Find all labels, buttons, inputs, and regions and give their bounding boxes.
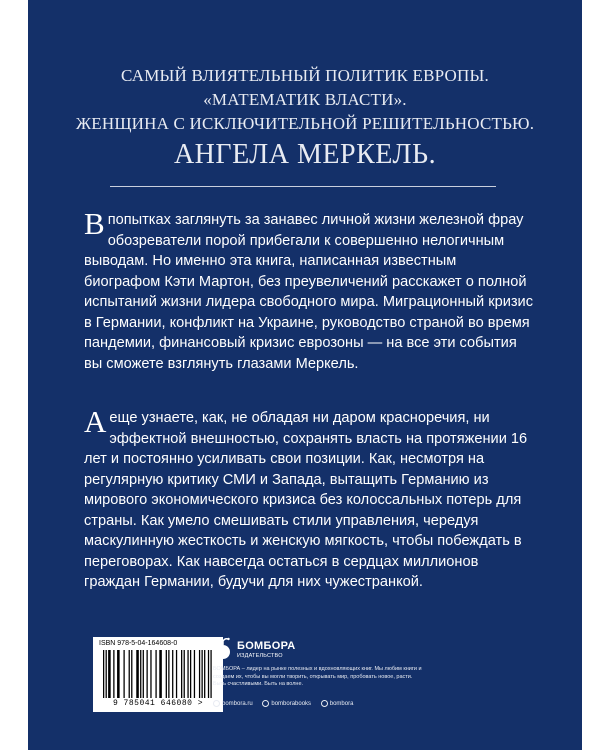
isbn-label: ISBN 978-5-04-164608-0: [99, 640, 178, 647]
publisher-description: БОМБОРА – лидер на рынке полезных и вдохновляющих книг. Мы любим книги и создаем их, чтобы вы могли творить, открывать мир, пробовать новое, расти. Быть счастливыми. Быть на волне.: [213, 666, 422, 687]
social-vk[interactable]: bomborabooks: [262, 701, 311, 707]
barcode-number: 9 785041 646080 >: [112, 699, 204, 708]
barcode-bars: [103, 650, 213, 698]
divider: [110, 186, 496, 187]
book-back-cover: [28, 0, 582, 750]
social-site[interactable]: bombora.ru: [213, 701, 253, 707]
social-links: [213, 700, 361, 707]
drop-cap: В: [84, 206, 105, 241]
blurb-paragraph-1: [84, 206, 534, 374]
tagline-line-1: САМЫЙ ВЛИЯТЕЛЬНЫЙ ПОЛИТИК ЕВРОПЫ.: [121, 66, 489, 85]
drop-cap: А: [84, 404, 107, 439]
tagline-name: АНГЕЛА МЕРКЕЛЬ.: [173, 139, 437, 170]
publisher-name: БОМБОРА: [237, 640, 296, 652]
vk-icon: [262, 700, 269, 707]
paragraph-text: попытках заглянуть за занавес личной жизни железной фрау обозреватели порой прибегали к совершенно нелогичным выводам. Но именно эта книга, написанная известным биографом Кэти Мартон, без преувеличений расскажет о полной испытаний жизни лидера свободного мира. Миграционный кризис в Германии, конфликт на Украине, руководство страной во время пандемии, финансовый кризис еврозоны — на все эти события вы сможете взглянуть глазами Меркель.: [84, 212, 533, 372]
paragraph-text: еще узнаете, как, не обладая ни даром красноречия, ни эффектной внешностью, сохранять власть на протяжении 16 лет и постоянно усиливать свои позиции. Как, несмотря на регулярную критику СМИ и Запада, вытащить Германию из мирового экономического кризиса без колоссальных потерь для страны. Как умело смешивать стили управления, чередуя маскулинную жесткость и женскую мягкость, чтобы побеждать в переговорах. Как навсегда остаться в сердцах миллионов граждан Германии, будучи для них чужестранкой.: [84, 410, 528, 590]
bombora-logo-icon: [213, 637, 233, 661]
publisher-subtitle: ИЗДАТЕЛЬСТВО: [237, 653, 283, 659]
tagline-line-2: «МАТЕМАТИК ВЛАСТИ».: [203, 90, 407, 109]
blurb-paragraph-2: [84, 404, 534, 593]
telegram-icon: [321, 700, 328, 707]
globe-icon: [213, 700, 220, 707]
tagline-line-3: ЖЕНЩИНА С ИСКЛЮЧИТЕЛЬНОЙ РЕШИТЕЛЬНОСТЬЮ.: [75, 114, 535, 133]
barcode: [93, 637, 223, 712]
social-telegram[interactable]: bombora: [321, 701, 354, 707]
